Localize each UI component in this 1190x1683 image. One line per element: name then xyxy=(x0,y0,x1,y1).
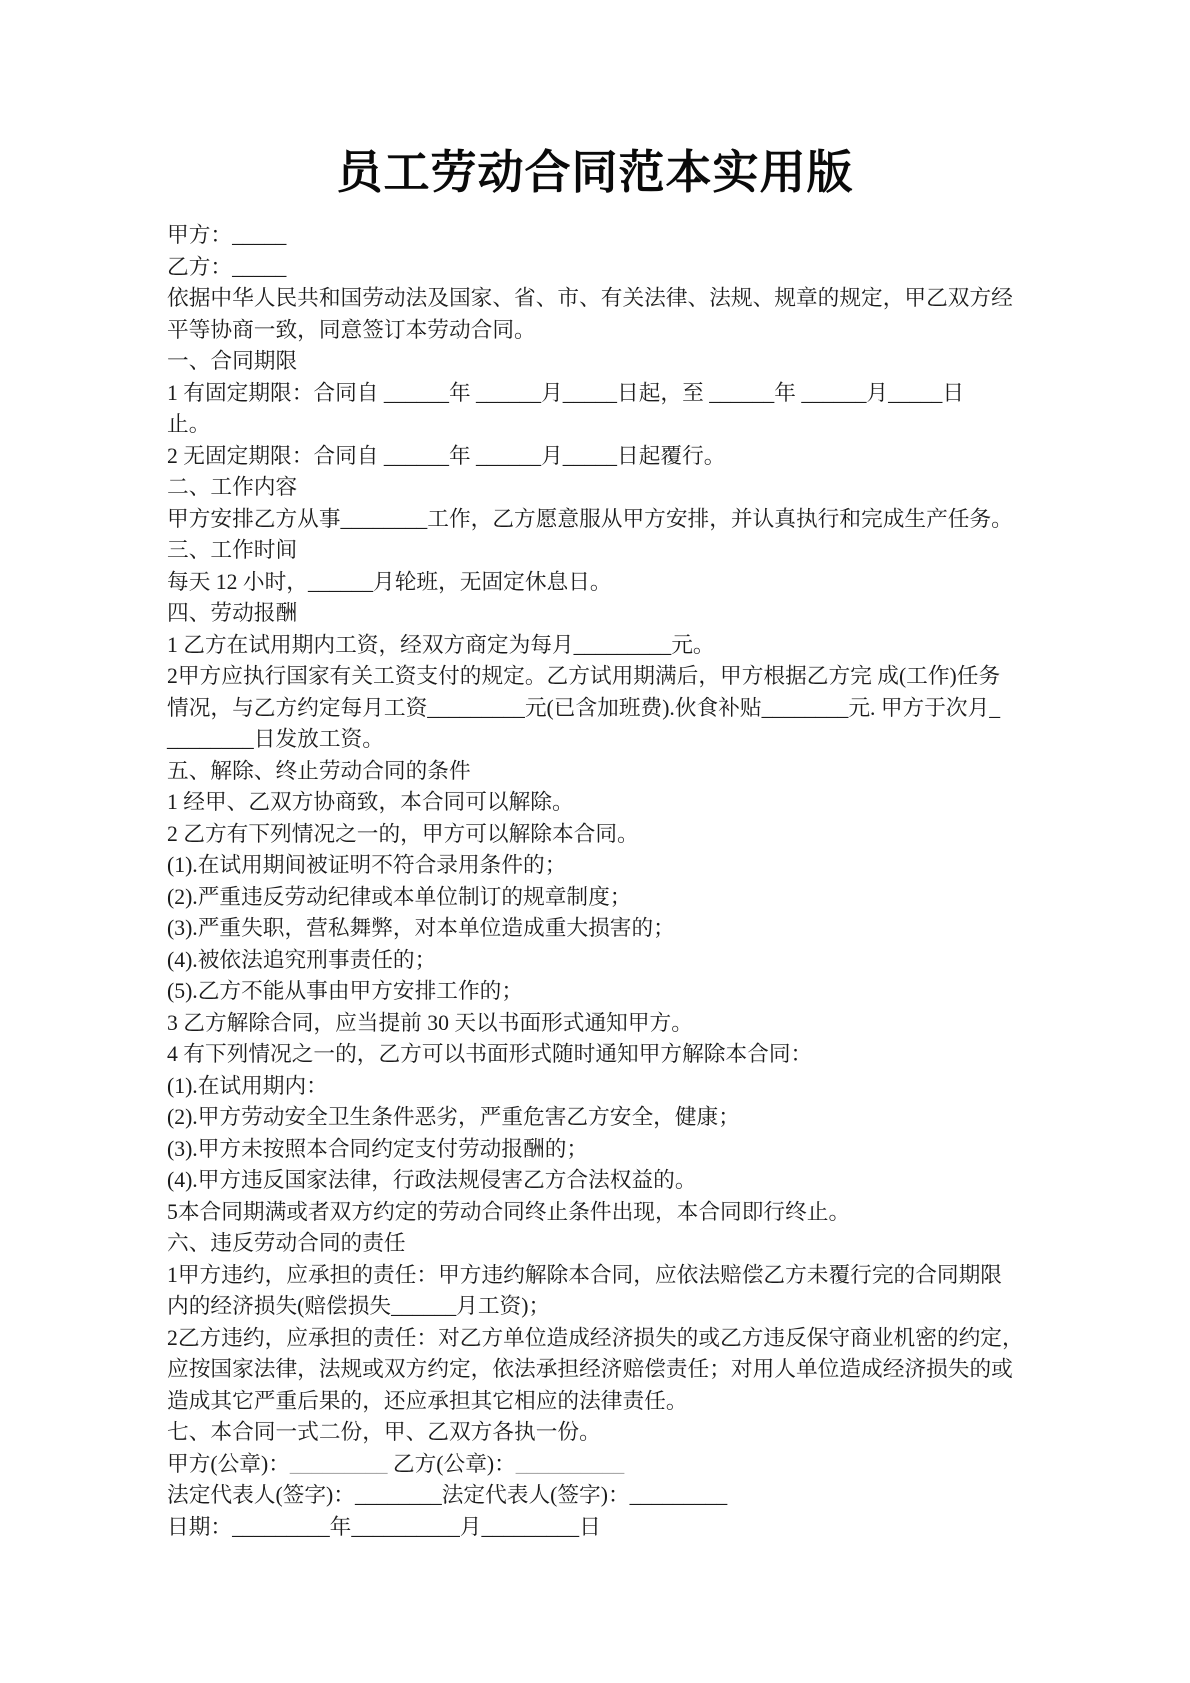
document-line: 5本合同期满或者双方约定的劳动合同终止条件出现，本合同即行终止。 xyxy=(167,1199,851,1224)
document-line: 1 乙方在试用期内工资，经双方商定为每月_________元。 xyxy=(167,632,715,657)
document-line: 三、工作时间 xyxy=(167,538,298,562)
document-line: (3).严重失职，营私舞弊，对本单位造成重大损害的； xyxy=(167,916,675,940)
document-line: ________日发放工资。 xyxy=(167,727,384,751)
document-line: (1).在试用期内： xyxy=(167,1073,328,1098)
document-line xyxy=(167,1449,1020,1481)
document-line: 3 乙方解除合同，应当提前 30 天以书面形式通知甲方。 xyxy=(167,1010,693,1035)
document-line: 法定代表人(签字)：________法定代表人(签字)：_________ xyxy=(167,1483,728,1507)
document-line: 依据中华人民共和国劳动法及国家、省、市、有关法律、法规、规章的规定，甲乙双方经 xyxy=(167,286,1013,310)
document-line: 2乙方违约，应承担的责任：对乙方单位造成经济损失的或乙方违反保守商业机密的约定， xyxy=(167,1325,1024,1350)
document-title: 员工劳动合同范本实用版 xyxy=(336,147,854,198)
document-line: 2 乙方有下列情况之一的，甲方可以解除本合同。 xyxy=(167,821,639,846)
line-text: 乙方(公章)： xyxy=(387,1451,516,1476)
document-line: 六、违反劳动合同的责任 xyxy=(167,1231,406,1255)
document-line: 内的经济损失(赔偿损失______月工资)； xyxy=(167,1294,551,1318)
document-line: 一、合同期限 xyxy=(167,349,298,373)
document-line: 每天 12 小时，______月轮班，无固定休息日。 xyxy=(167,569,612,594)
document-line: 甲方安排乙方从事________工作，乙方愿意服从甲方安排，并认真执行和完成生产任务。 xyxy=(167,506,1013,531)
document-line: (5).乙方不能从事由甲方安排工作的； xyxy=(167,979,524,1003)
document-line: (3).甲方未按照本合同约定支付劳动报酬的； xyxy=(167,1136,589,1161)
document-line: 1甲方违约，应承担的责任：甲方违约解除本合同，应依法赔偿乙方未覆行完的合同期限 xyxy=(167,1262,1002,1287)
document-line: 造成其它严重后果的，还应承担其它相应的法律责任。 xyxy=(167,1388,688,1413)
document-line: 止。 xyxy=(167,412,211,436)
document-line: 二、工作内容 xyxy=(167,475,298,499)
document-line: 平等协商一致，同意签订本劳动合同。 xyxy=(167,317,536,342)
document-line: 七、本合同一式二份，甲、乙双方各执一份。 xyxy=(167,1420,601,1444)
document-line: (2).甲方劳动安全卫生条件恶劣，严重危害乙方安全，健康； xyxy=(167,1105,740,1129)
document-line: 2甲方应执行国家有关工资支付的规定。乙方试用期满后，甲方根据乙方完 成(工作)任务 xyxy=(167,664,1001,688)
document-line: 应按国家法律，法规或双方约定，依法承担经济赔偿责任；对用人单位造成经济损失的或 xyxy=(167,1357,1013,1381)
document-line: 甲方：_____ xyxy=(167,223,287,247)
document-line: 日期：_________年__________月_________日 xyxy=(167,1514,601,1539)
document-body xyxy=(0,220,1190,1543)
document-line: 乙方：_____ xyxy=(167,254,287,279)
document-line: (2).严重违反劳动纪律或本单位制订的规章制度； xyxy=(167,884,632,909)
document-line: (4).甲方违反国家法律，行政法规侵害乙方合法权益的。 xyxy=(167,1168,697,1192)
document-line: 情况，与乙方约定每月工资_________元(已含加班费).伙食补贴________元. 甲方于次月_ xyxy=(167,695,1001,720)
document-line: 4 有下列情况之一的，乙方可以书面形式随时通知甲方解除本合同： xyxy=(167,1042,813,1066)
document-line: 四、劳动报酬 xyxy=(167,601,298,625)
blank-field: _________ xyxy=(289,1451,388,1476)
document-line: (4).被依法追究刑事责任的； xyxy=(167,947,437,972)
document-line: 1 经甲、乙双方协商致，本合同可以解除。 xyxy=(167,790,574,814)
document-line: 1 有固定期限：合同自 ______年 ______月_____日起，至 ______年 ______月_____日 xyxy=(167,380,965,405)
document-line: (1).在试用期间被证明不符合录用条件的； xyxy=(167,853,567,877)
line-text: 甲方(公章)： xyxy=(167,1451,290,1476)
document-line: 五、解除、终止劳动合同的条件 xyxy=(167,758,471,783)
document-line: 2 无固定期限：合同自 ______年 ______月_____日起覆行。 xyxy=(167,443,726,468)
blank-field: __________ xyxy=(515,1451,625,1476)
